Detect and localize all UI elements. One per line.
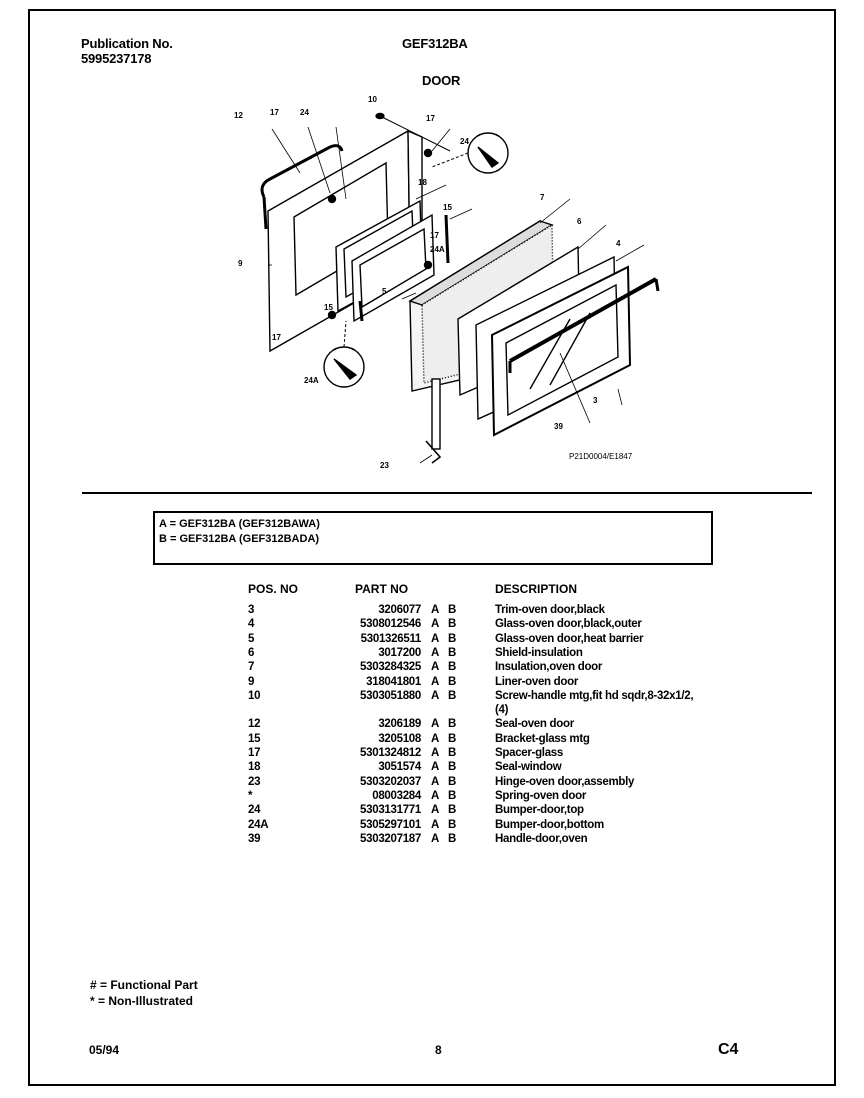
description-cell: Handle-door,oven xyxy=(495,832,588,845)
footer-date: 05/94 xyxy=(89,1043,120,1057)
legend-non-illustrated: * = Non-Illustrated xyxy=(90,994,194,1008)
pos-cell: * xyxy=(248,789,253,802)
table-row xyxy=(30,733,838,747)
description-cell: Liner-oven door xyxy=(495,675,579,688)
model-b-cell: B xyxy=(448,775,457,788)
part-cell: 3017200 xyxy=(378,646,421,659)
model-b-cell: B xyxy=(448,804,457,817)
part-cell: 5303207187 xyxy=(360,832,421,845)
table-row xyxy=(30,647,838,661)
callout-label: 24A xyxy=(304,376,319,385)
part-cell: 3051574 xyxy=(378,761,421,774)
table-row xyxy=(30,776,838,790)
table-row xyxy=(30,819,838,833)
pos-cell: 17 xyxy=(248,747,261,759)
table-row xyxy=(30,704,838,718)
header-part-no: PART NO xyxy=(355,582,409,596)
table-row xyxy=(30,676,838,690)
callout-label: 10 xyxy=(368,95,377,104)
model-b-cell: B xyxy=(448,661,457,674)
callout-label: 17 xyxy=(426,114,435,123)
model-b-cell: B xyxy=(448,789,457,802)
model-b-cell: B xyxy=(448,747,457,759)
callout-label: 17 xyxy=(430,231,439,240)
pos-cell: 10 xyxy=(248,689,261,702)
part-cell: 5301324812 xyxy=(360,747,421,759)
table-row xyxy=(30,790,838,804)
model-b-cell: B xyxy=(448,632,457,645)
callout-label: 4 xyxy=(616,239,621,248)
model-a-cell: A xyxy=(431,618,440,631)
model-a-cell: A xyxy=(431,689,440,702)
pos-cell: 24A xyxy=(248,818,269,831)
part-cell: 5303202037 xyxy=(360,775,421,788)
callout-label: 18 xyxy=(418,178,427,187)
table-row xyxy=(30,747,838,761)
model-a-cell: A xyxy=(431,747,440,759)
callout-label: 17 xyxy=(272,333,281,342)
section-title: DOOR xyxy=(422,73,461,88)
callout-label: 12 xyxy=(234,111,243,120)
page-number: 8 xyxy=(435,1043,442,1057)
model-a-cell: A xyxy=(431,775,440,788)
table-row xyxy=(30,633,838,647)
table-row xyxy=(30,718,838,732)
description-cell: Seal-window xyxy=(495,761,562,774)
part-cell: 5301326511 xyxy=(360,632,421,645)
callout-label: 23 xyxy=(380,461,389,470)
pos-cell: 4 xyxy=(248,618,255,631)
model-a-cell: A xyxy=(431,632,440,645)
model-b-cell: B xyxy=(448,604,457,616)
description-cell: Spacer-glass xyxy=(495,747,563,759)
section-divider xyxy=(82,492,812,494)
table-row xyxy=(30,804,838,818)
description-cell: Glass-oven door,heat barrier xyxy=(495,632,644,645)
table-row xyxy=(30,690,838,704)
table-row xyxy=(30,604,838,618)
publication-number: 5995237178 xyxy=(81,51,152,66)
pos-cell: 5 xyxy=(248,632,255,645)
table-row xyxy=(30,618,838,632)
model-a-cell: A xyxy=(431,789,440,802)
model-b-cell: B xyxy=(448,618,457,631)
description-cell: Glass-oven door,black,outer xyxy=(495,618,642,631)
callout-label: 15 xyxy=(324,303,333,312)
part-cell: 3206077 xyxy=(378,604,421,616)
model-a-cell: A xyxy=(431,804,440,817)
description-cell: Insulation,oven door xyxy=(495,661,603,674)
description-cell: Hinge-oven door,assembly xyxy=(495,775,635,788)
publication-label: Publication No. xyxy=(81,36,173,51)
pos-cell: 6 xyxy=(248,646,255,659)
part-cell: 5303051880 xyxy=(360,689,421,702)
model-b-cell: B xyxy=(448,675,457,688)
model-a-cell: A xyxy=(431,818,440,831)
description-cell: Bracket-glass mtg xyxy=(495,732,590,745)
model-a-cell: A xyxy=(431,604,440,616)
door-exploded-diagram xyxy=(210,89,670,479)
callout-label: 15 xyxy=(443,203,452,212)
pos-cell: 7 xyxy=(248,661,255,674)
model-a-cell: A xyxy=(431,675,440,688)
part-cell: 5303131771 xyxy=(360,804,421,817)
model-number: GEF312BA xyxy=(402,36,468,51)
model-legend-box xyxy=(153,511,713,565)
callout-label: 3 xyxy=(593,396,598,405)
pos-cell: 12 xyxy=(248,718,261,731)
model-b-cell: B xyxy=(448,646,457,659)
pos-cell: 23 xyxy=(248,775,261,788)
header-pos-no: POS. NO xyxy=(248,582,299,596)
part-cell: 5303284325 xyxy=(360,661,421,674)
model-a-cell: A xyxy=(431,661,440,674)
description-cell: Spring-oven door xyxy=(495,789,587,802)
model-a-cell: A xyxy=(431,732,440,745)
model-a-cell: A xyxy=(431,718,440,731)
part-cell: 5305297101 xyxy=(360,818,421,831)
model-b-cell: B xyxy=(448,732,457,745)
model-b-cell: B xyxy=(448,718,457,731)
model-a-cell: A xyxy=(431,646,440,659)
model-b-cell: B xyxy=(448,832,457,845)
model-a-cell: A xyxy=(431,832,440,845)
description-cell: Bumper-door,top xyxy=(495,804,584,817)
callout-label: 6 xyxy=(577,217,582,226)
legend-functional: # = Functional Part xyxy=(90,978,198,992)
description-cell: (4) xyxy=(495,704,509,717)
pos-cell: 15 xyxy=(248,732,261,745)
description-cell: Shield-insulation xyxy=(495,646,583,659)
table-row xyxy=(30,661,838,675)
parts-page xyxy=(28,9,836,1086)
part-cell: 3206189 xyxy=(378,718,421,731)
callout-label: 17 xyxy=(270,108,279,117)
callout-label: 24 xyxy=(460,137,469,146)
pos-cell: 3 xyxy=(248,604,255,616)
model-line-a: A = GEF312BA (GEF312BAWA) xyxy=(159,518,320,530)
model-b-cell: B xyxy=(448,689,457,702)
description-cell: Screw-handle mtg,fit hd sqdr,8-32x1/2, xyxy=(495,689,694,702)
header-description: DESCRIPTION xyxy=(495,582,578,596)
model-b-cell: B xyxy=(448,761,457,774)
description-cell: Bumper-door,bottom xyxy=(495,818,604,831)
pos-cell: 24 xyxy=(248,804,261,817)
model-line-b: B = GEF312BA (GEF312BADA) xyxy=(159,533,320,545)
table-row xyxy=(30,761,838,775)
figure-code: P21D0004/E1847 xyxy=(569,452,633,461)
table-row xyxy=(30,833,838,847)
page-code: C4 xyxy=(718,1041,739,1058)
callout-label: 39 xyxy=(554,422,563,431)
description-cell: Seal-oven door xyxy=(495,718,574,731)
model-a-cell: A xyxy=(431,761,440,774)
part-cell: 08003284 xyxy=(372,789,421,802)
part-cell: 3205108 xyxy=(378,732,421,745)
pos-cell: 18 xyxy=(248,761,261,774)
callout-label: 9 xyxy=(238,259,243,268)
callout-label: 7 xyxy=(540,193,545,202)
description-cell: Trim-oven door,black xyxy=(495,604,605,616)
callout-label: 5 xyxy=(382,287,387,296)
callout-label: 24 xyxy=(300,108,309,117)
part-cell: 318041801 xyxy=(366,675,421,688)
pos-cell: 9 xyxy=(248,675,255,688)
callout-label: 24A xyxy=(430,245,445,254)
model-b-cell: B xyxy=(448,818,457,831)
pos-cell: 39 xyxy=(248,832,261,845)
part-cell: 5308012546 xyxy=(360,618,421,631)
